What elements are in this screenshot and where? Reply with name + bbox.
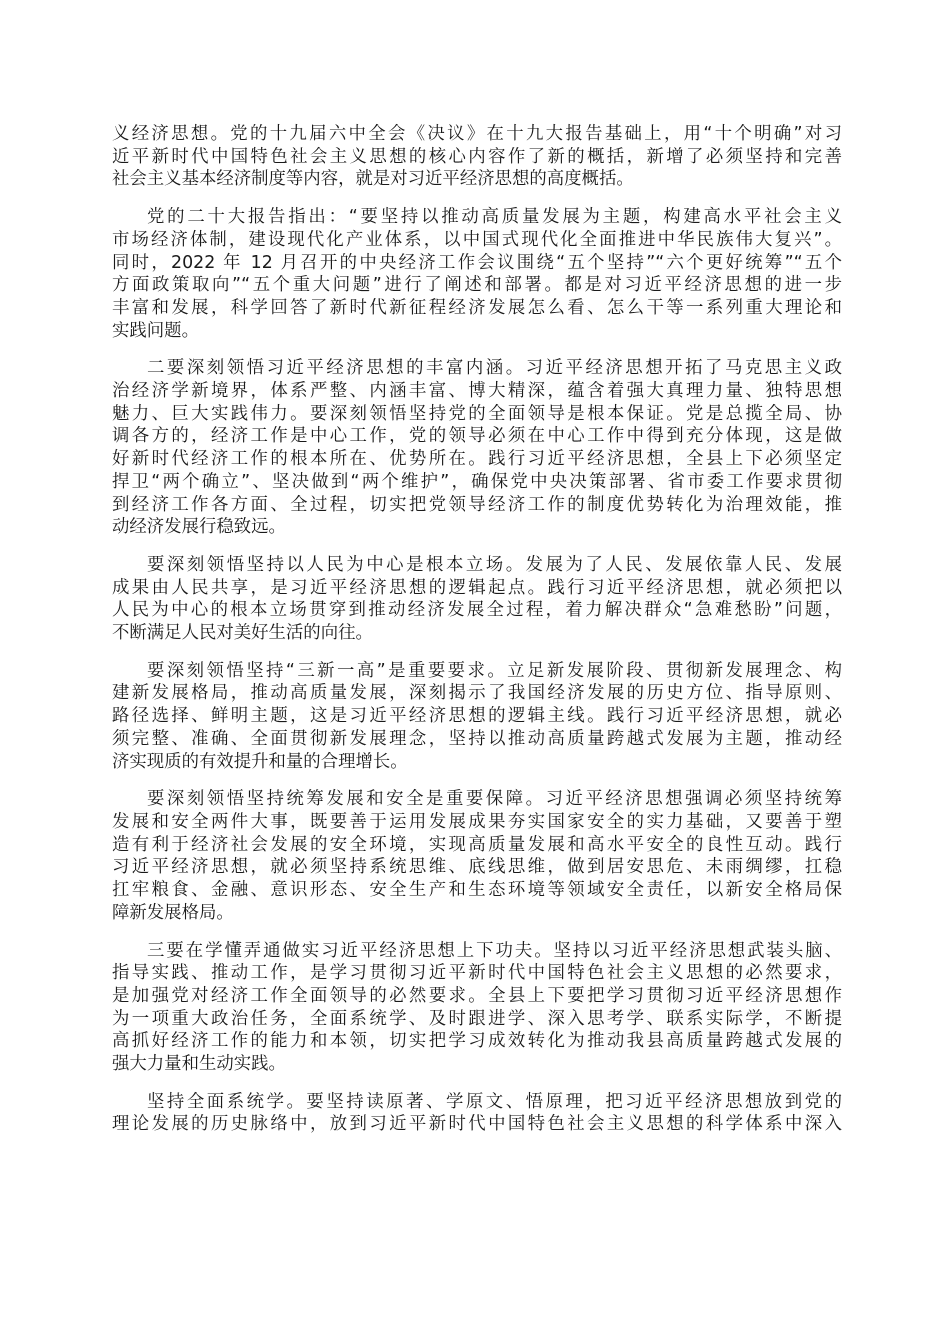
text-line: 习近平经济思想，就必须坚持系统思维、底线思维，做到居安思危、未雨绸缪，扛稳 — [112, 857, 842, 878]
paragraph — [112, 788, 842, 924]
document-page — [112, 123, 842, 1151]
paragraph — [112, 206, 842, 342]
paragraph — [112, 123, 842, 191]
text-line: 理论发展的历史脉络中，放到习近平新时代中国特色社会主义思想的科学体系中深入 — [112, 1114, 842, 1135]
text-line: 捍卫“两个确立”、坚决做到“两个维护”，确保党中央决策部署、省市委工作要求贯彻 — [112, 471, 842, 492]
text-line: 路径选择、鲜明主题，这是习近平经济思想的逻辑主线。践行习近平经济思想，就必 — [112, 706, 842, 727]
text-line: 动经济发展行稳致远。 — [112, 517, 286, 538]
text-line: 人民为中心的根本立场贯穿到推动经济发展全过程，着力解决群众“急难愁盼”问题， — [112, 600, 842, 621]
text-line: 成果由人民共享，是习近平经济思想的逻辑起点。践行习近平经济思想，就必须把以 — [112, 577, 842, 598]
text-line: 好新时代经济工作的根本所在、优势所在。践行习近平经济思想，全县上下必须坚定 — [112, 449, 842, 470]
text-line: 调各方的，经济工作是中心工作，党的领导必须在中心工作中得到充分体现，这是做 — [112, 426, 842, 447]
text-line: 近平新时代中国特色社会主义思想的核心内容作了新的概括，新增了必须坚持和完善 — [112, 146, 842, 167]
text-line: 济实现质的有效提升和量的合理增长。 — [112, 751, 408, 772]
text-line: 不断满足人民对美好生活的向往。 — [112, 623, 373, 644]
text-line: 市场经济体制，建设现代化产业体系，以中国式现代化全面推进中华民族伟大复兴”。 — [112, 229, 842, 250]
text-line: 扛牢粮食、金融、意识形态、安全生产和生态环境等领域安全责任，以新安全格局保 — [112, 880, 842, 901]
text-line: 魅力、巨大实践伟力。要深刻领悟坚持党的全面领导是根本保证。党是总揽全局、协 — [112, 403, 842, 424]
paragraph — [112, 1091, 842, 1136]
text-line: 方面政策取向”“五个重大问题”进行了阐述和部署。都是对习近平经济思想的进一步 — [112, 275, 842, 296]
text-line: 二要深刻领悟习近平经济思想的丰富内涵。习近平经济思想开拓了马克思主义政 — [147, 358, 842, 379]
text-line: 丰富和发展，科学回答了新时代新征程经济发展怎么看、怎么干等一系列重大理论和 — [112, 297, 842, 318]
text-line: 高抓好经济工作的能力和本领，切实把学习成效转化为推动我县高质量跨越式发展的 — [112, 1031, 842, 1052]
text-line: 治经济学新境界，体系严整、内涵丰富、博大精深，蕴含着强大真理力量、独特思想 — [112, 381, 842, 402]
text-line: 坚持全面系统学。要坚持读原著、学原文、悟原理，把习近平经济思想放到党的 — [147, 1091, 842, 1112]
text-line: 要深刻领悟坚持以人民为中心是根本立场。发展为了人民、发展依靠人民、发展 — [147, 554, 842, 575]
text-line: 同时，2022 年 12 月召开的中央经济工作会议围绕“五个坚持”“六个更好统筹”“五个 — [112, 252, 842, 273]
paragraph — [112, 660, 842, 774]
text-line: 义经济思想。党的十九届六中全会《决议》在十九大报告基础上，用“十个明确”对习 — [112, 124, 842, 144]
text-line: 建新发展格局，推动高质量发展，深刻揭示了我国经济发展的历史方位、指导原则、 — [112, 683, 842, 704]
text-line: 发展和安全两件大事，既要善于运用发展成果夯实国家安全的实力基础，又要善于塑 — [112, 811, 842, 832]
text-line: 实践问题。 — [112, 320, 199, 341]
paragraph — [112, 357, 842, 539]
paragraph — [112, 940, 842, 1076]
text-line: 要深刻领悟坚持统筹发展和安全是重要保障。习近平经济思想强调必须坚持统筹 — [147, 789, 842, 810]
text-line: 要深刻领悟坚持“三新一高”是重要要求。立足新发展阶段、贯彻新发展理念、构 — [147, 660, 842, 681]
text-line: 指导实践、推动工作，是学习贯彻习近平新时代中国特色社会主义思想的必然要求， — [112, 963, 842, 984]
text-line: 为一项重大政治任务，全面系统学、及时跟进学、深入思考学、联系实际学，不断提 — [112, 1008, 842, 1029]
text-line: 社会主义基本经济制度等内容，就是对习近平经济思想的高度概括。 — [112, 169, 634, 190]
text-line: 障新发展格局。 — [112, 902, 234, 923]
text-line: 强大力量和生动实践。 — [112, 1054, 286, 1075]
text-line: 到经济工作各方面、全过程，切实把党领导经济工作的制度优势转化为治理效能，推 — [112, 494, 842, 515]
text-line: 须完整、准确、全面贯彻新发展理念，坚持以推动高质量跨越式发展为主题，推动经 — [112, 728, 842, 749]
paragraph — [112, 554, 842, 645]
text-line: 造有利于经济社会发展的安全环境，实现高质量发展和高水平安全的良性互动。践行 — [112, 834, 842, 855]
text-line: 三要在学懂弄通做实习近平经济思想上下功夫。坚持以习近平经济思想武装头脑、 — [147, 940, 842, 961]
text-line: 是加强党对经济工作全面领导的必然要求。全县上下要把学习贯彻习近平经济思想作 — [112, 985, 842, 1006]
text-line: 党的二十大报告指出：“要坚持以推动高质量发展为主题，构建高水平社会主义 — [147, 207, 842, 228]
